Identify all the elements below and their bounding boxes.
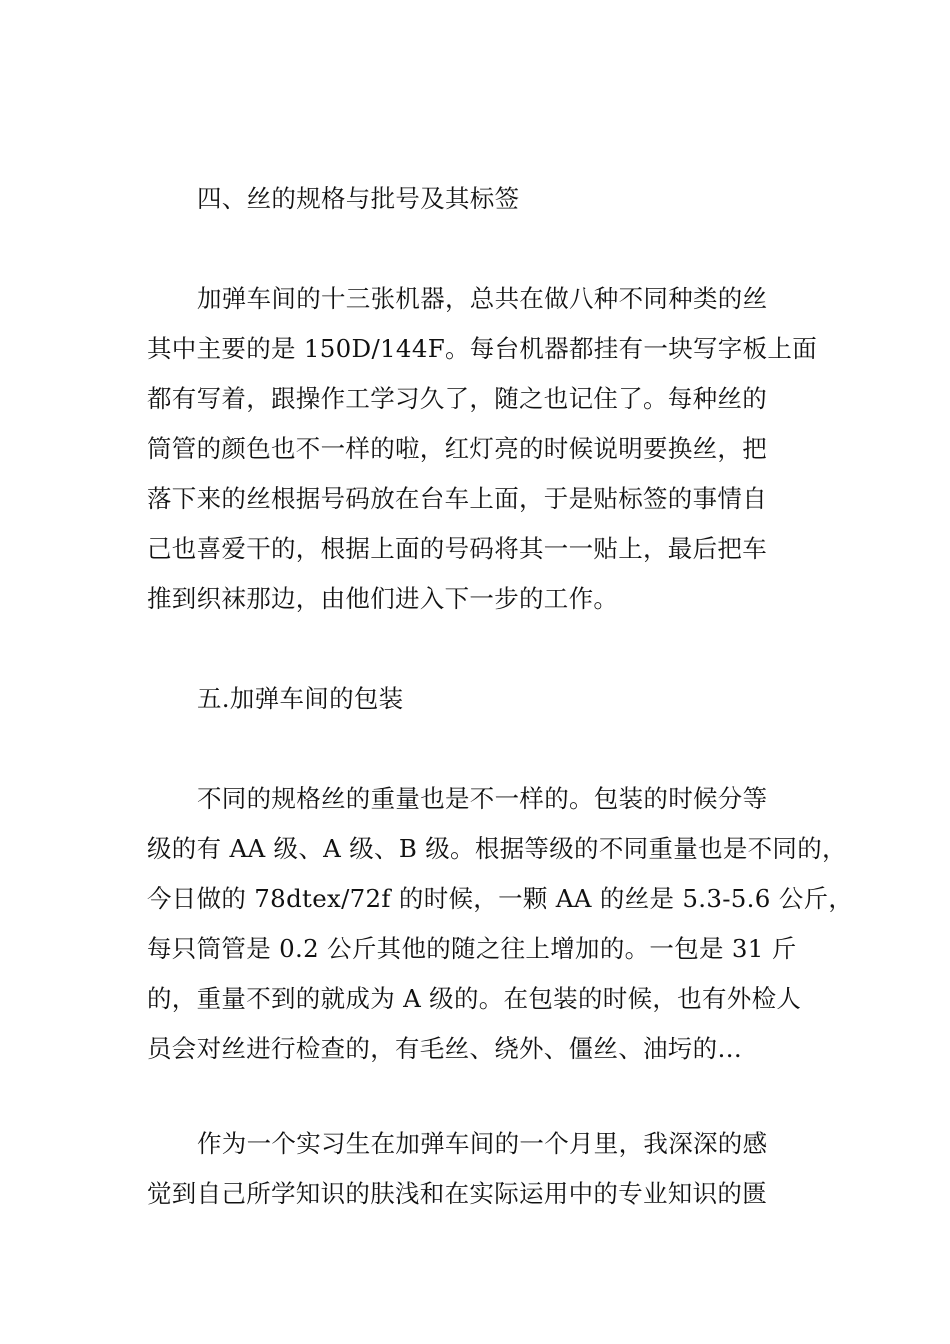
paragraph-line: 今日做的 78dtex/72f 的时候，一颗 AA 的丝是 5.3-5.6 公斤， bbox=[147, 884, 854, 913]
paragraph-line: 每只筒管是 0.2 公斤其他的随之往上增加的。一包是 31 斤 bbox=[147, 934, 797, 963]
paragraph-line: 觉到自己所学知识的肤浅和在实际运用中的专业知识的匮 bbox=[147, 1179, 767, 1208]
paragraph-line: 作为一个实习生在加弹车间的一个月里，我深深的感 bbox=[197, 1129, 768, 1158]
paragraph-line: 都有写着，跟操作工学习久了，随之也记住了。每种丝的 bbox=[147, 384, 767, 413]
paragraph-line: 的，重量不到的就成为 A 级的。在包装的时候，也有外检人 bbox=[147, 984, 802, 1013]
section-heading-5: 五.加弹车间的包装 bbox=[197, 684, 404, 713]
paragraph-line: 员会对丝进行检查的，有毛丝、绕外、僵丝、油圬的… bbox=[147, 1034, 743, 1063]
paragraph-line: 级的有 AA 级、A 级、B 级。根据等级的不同重量也是不同的， bbox=[147, 834, 847, 863]
section-heading-4: 四、丝的规格与批号及其标签 bbox=[197, 184, 520, 213]
paragraph-line: 其中主要的是 150D/144F。每台机器都挂有一块写字板上面 bbox=[147, 334, 818, 363]
paragraph-line: 加弹车间的十三张机器，总共在做八种不同种类的丝 bbox=[197, 284, 768, 313]
paragraph-line: 推到织袜那边，由他们进入下一步的工作。 bbox=[147, 584, 619, 613]
paragraph-line: 落下来的丝根据号码放在台车上面，于是贴标签的事情自 bbox=[147, 484, 767, 513]
paragraph-line: 筒管的颜色也不一样的啦，红灯亮的时候说明要换丝，把 bbox=[147, 434, 767, 463]
paragraph-line: 不同的规格丝的重量也是不一样的。包装的时候分等 bbox=[197, 784, 768, 813]
paragraph-line: 己也喜爱干的，根据上面的号码将其一一贴上，最后把车 bbox=[147, 534, 767, 563]
